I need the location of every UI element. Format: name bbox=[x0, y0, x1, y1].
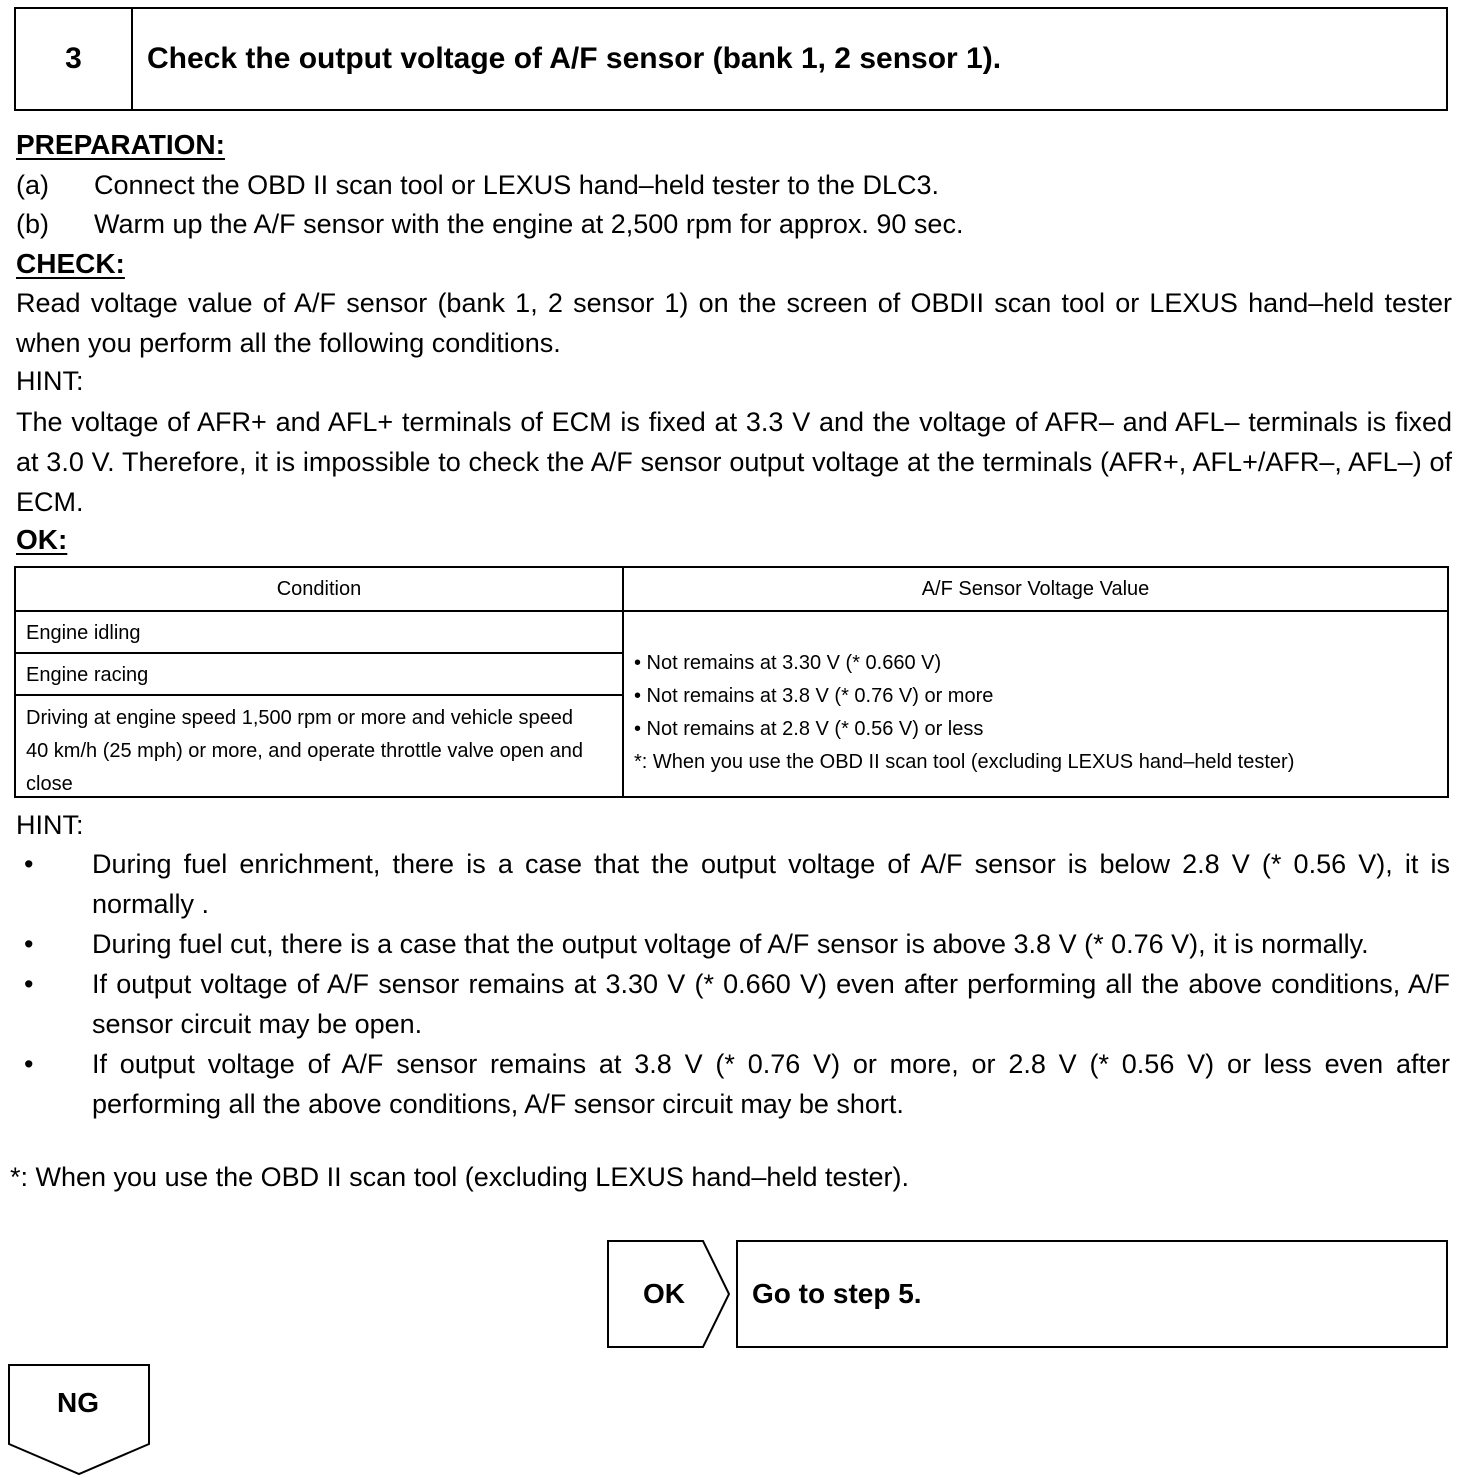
list-item bbox=[14, 844, 1450, 924]
ok-table bbox=[14, 566, 1449, 798]
table-cell-voltage bbox=[634, 647, 1294, 779]
bullet-text: If output voltage of A/F sensor remains at 3.8 V (* 0.76 V) or more, or 2.8 V (* 0.56 V) or less even after performing all the above conditions, A/F sensor circuit may be short. bbox=[92, 1049, 1450, 1119]
hint2-label: HINT: bbox=[16, 810, 84, 840]
ok-label: OK bbox=[643, 1278, 685, 1309]
bullet-icon: • bbox=[24, 849, 34, 879]
list-item bbox=[14, 924, 1450, 964]
bullet-text: If output voltage of A/F sensor remains at 3.30 V (* 0.660 V) even after performing all the above conditions, A/F sensor circuit may be open. bbox=[92, 969, 1450, 1039]
preparation-heading: PREPARATION: bbox=[16, 129, 225, 160]
bullet-text: During fuel cut, there is a case that the output voltage of A/F sensor is above 3.8 V (* 0.76 V), it is normally. bbox=[92, 929, 1369, 959]
item-text: Warm up the A/F sensor with the engine at 2,500 rpm for approx. 90 sec. bbox=[94, 209, 964, 239]
table-row-rule bbox=[16, 652, 622, 654]
go-to-step-5-link[interactable]: Go to step 5. bbox=[736, 1240, 1448, 1348]
table-header-rule bbox=[16, 610, 1447, 612]
footnote: *: When you use the OBD II scan tool (excluding LEXUS hand–held tester). bbox=[10, 1162, 909, 1192]
ng-label: NG bbox=[57, 1387, 99, 1418]
table-cell-condition: Driving at engine speed 1,500 rpm or more and vehicle speed 40 km/h (25 mph) or more, and operate throttle valve open and close bbox=[26, 707, 583, 795]
hint-label: HINT: bbox=[16, 366, 84, 396]
hint2-list bbox=[14, 844, 1450, 1124]
step-header bbox=[14, 7, 1448, 111]
voltage-line: • Not remains at 2.8 V (* 0.56 V) or less bbox=[634, 718, 984, 740]
preparation-item-a bbox=[16, 168, 963, 202]
list-item bbox=[14, 964, 1450, 1044]
voltage-footnote: *: When you use the OBD II scan tool (excluding LEXUS hand–held tester) bbox=[634, 751, 1295, 773]
table-header-voltage: A/F Sensor Voltage Value bbox=[921, 577, 1150, 600]
hint-text: The voltage of AFR+ and AFL+ terminals of ECM is fixed at 3.3 V and the voltage of AFR– and AFL– terminals is fixed at 3.0 V. Therefore, it is impossible to check the A/F sensor output voltage at the terminals (AFR+, AFL+/AFR–, AFL–) of ECM. bbox=[16, 407, 1452, 517]
bullet-text: During fuel enrichment, there is a case that the output voltage of A/F sensor is below 2.8 V (* 0.56 V), it is normally . bbox=[92, 849, 1450, 919]
voltage-line: • Not remains at 3.30 V (* 0.660 V) bbox=[634, 652, 942, 674]
item-label: (a) bbox=[16, 170, 49, 200]
bullet-icon: • bbox=[24, 1049, 34, 1079]
table-row-rule bbox=[16, 694, 622, 696]
table-cell-condition: Engine idling bbox=[26, 622, 141, 644]
bullet-icon: • bbox=[24, 929, 34, 959]
step-number: 3 bbox=[16, 9, 133, 109]
list-item bbox=[14, 1044, 1450, 1124]
ok-heading: OK: bbox=[16, 524, 68, 555]
preparation-item-b bbox=[16, 207, 963, 241]
item-text: Connect the OBD II scan tool or LEXUS hand–held tester to the DLC3. bbox=[94, 170, 939, 200]
table-header-condition: Condition bbox=[276, 577, 362, 600]
preparation-list bbox=[16, 168, 963, 241]
check-text: Read voltage value of A/F sensor (bank 1, 2 sensor 1) on the screen of OBDII scan tool or LEXUS hand–held tester when you perform all the following conditions. bbox=[16, 288, 1452, 358]
bullet-icon: • bbox=[24, 969, 34, 999]
table-cell-condition: Engine racing bbox=[26, 664, 149, 686]
item-label: (b) bbox=[16, 209, 49, 239]
step-title: Check the output voltage of A/F sensor (bank 1, 2 sensor 1). bbox=[147, 42, 1002, 75]
check-heading: CHECK: bbox=[16, 248, 125, 279]
voltage-line: • Not remains at 3.8 V (* 0.76 V) or more bbox=[634, 685, 994, 707]
